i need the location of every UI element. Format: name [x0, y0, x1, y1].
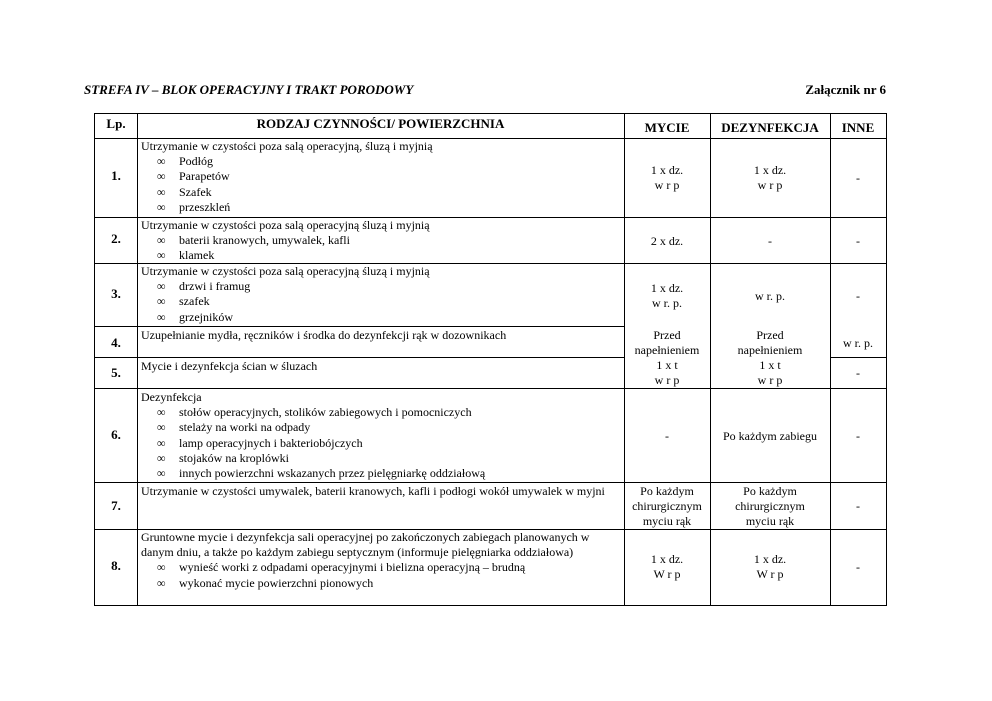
bullet-item: ∞ klamek [157, 248, 215, 263]
infinity-bullet-icon: ∞ [157, 420, 166, 435]
row-5-disinfection: 1 x t w r p [757, 358, 783, 388]
row-3-disinfection: w r. p. [755, 289, 785, 303]
activity-text: Utrzymanie w czystości poza salą operacyjną, śluzą i myjnią [141, 139, 433, 153]
row-5-lp: 5. [111, 365, 121, 380]
row-6-other: - [856, 429, 860, 443]
row-8-other: - [856, 560, 860, 574]
row-8-washing: 1 x dz. W r p [650, 552, 684, 582]
infinity-bullet-icon: ∞ [157, 450, 166, 465]
row-2-other: - [856, 234, 860, 248]
row-7-other: - [856, 499, 860, 513]
row-8-lp: 8. [111, 558, 121, 573]
row-3-washing: 1 x dz. w r. p. [650, 281, 684, 311]
infinity-bullet-icon: ∞ [157, 466, 166, 481]
infinity-bullet-icon: ∞ [157, 435, 166, 450]
row-7-washing: Po każdym chirurgicznym myciu rąk [632, 484, 702, 529]
bullet-item: ∞ grzejników [157, 309, 233, 324]
row-5-other: - [856, 366, 860, 380]
row-3-lp: 3. [111, 286, 121, 301]
bullet-item: ∞ baterii kranowych, umywalek, kafli [157, 233, 350, 248]
row-6-lp: 6. [111, 427, 121, 442]
row-4-activity [137, 328, 624, 343]
infinity-bullet-icon: ∞ [157, 294, 166, 309]
row-6-disinfection: Po każdym zabiegu [723, 429, 817, 443]
row-1-lp: 1. [111, 168, 121, 183]
row-6-washing: - [665, 429, 669, 443]
infinity-bullet-icon: ∞ [157, 199, 166, 214]
row-2-activity [137, 218, 624, 264]
infinity-bullet-icon: ∞ [157, 169, 166, 184]
bullet-item: ∞ Szafek [157, 184, 212, 199]
row-2-lp: 2. [111, 231, 121, 246]
row-4-lp: 4. [111, 335, 121, 350]
infinity-bullet-icon: ∞ [157, 233, 166, 248]
infinity-bullet-icon: ∞ [157, 560, 166, 575]
infinity-bullet-icon: ∞ [157, 248, 166, 263]
row-2-washing: 2 x dz. [650, 234, 684, 248]
row-1-other: - [856, 171, 860, 185]
activity-text: Utrzymanie w czystości umywalek, baterii kranowych, kafli i podłogi wokół umywalek w myjni [141, 484, 605, 498]
row-8-activity [137, 530, 624, 591]
activity-text: Dezynfekcja [141, 390, 202, 404]
infinity-bullet-icon: ∞ [157, 575, 166, 590]
row-4-disinfection: Przed napełnieniem [737, 328, 803, 358]
row-8-disinfection: 1 x dz. W r p [753, 552, 787, 582]
bullet-item: ∞ szafek [157, 294, 210, 309]
row-2-disinfection: - [768, 234, 772, 248]
annex-label: Załącznik nr 6 [805, 82, 886, 97]
row-1-washing: 1 x dz. w r p [650, 163, 684, 193]
row-5-activity [137, 359, 624, 374]
row-7-disinfection: Po każdym chirurgicznym myciu rąk [735, 484, 805, 529]
header-other: INNE [841, 120, 875, 135]
header-lp: Lp. [106, 116, 126, 131]
row-1-activity [137, 139, 624, 215]
infinity-bullet-icon: ∞ [157, 405, 166, 420]
row-1-disinfection: 1 x dz. w r p [753, 163, 787, 193]
bullet-item: ∞ przeszkleń [157, 199, 231, 214]
activity-text: Utrzymanie w czystości poza salą operacyjną śluzą i myjnią [141, 264, 430, 278]
bullet-item: ∞ wynieść worki z odpadami operacyjnymi i bielizna operacyjną – brudną [157, 560, 526, 575]
infinity-bullet-icon: ∞ [157, 184, 166, 199]
header-washing: MYCIE [644, 120, 690, 135]
activity-text: Utrzymanie w czystości poza salą operacyjną śluzą i myjnią [141, 218, 430, 232]
document-title: STREFA IV – BLOK OPERACYJNY I TRAKT PORODOWY [84, 82, 414, 97]
bullet-item: ∞ stojaków na kroplówki [157, 450, 289, 465]
infinity-bullet-icon: ∞ [157, 154, 166, 169]
activity-text: Mycie i dezynfekcja ścian w śluzach [141, 359, 318, 373]
row-4-washing: Przed napełnieniem [634, 328, 700, 358]
bullet-item: ∞ innych powierzchni wskazanych przez pielęgniarkę oddziałową [157, 466, 486, 481]
infinity-bullet-icon: ∞ [157, 309, 166, 324]
row-7-lp: 7. [111, 498, 121, 513]
row-6-activity [137, 390, 624, 481]
row-3-other: - [856, 289, 860, 303]
bullet-item: ∞ lamp operacyjnych i bakteriobójczych [157, 435, 363, 450]
row-5-washing: 1 x t w r p [654, 358, 680, 388]
bullet-item: ∞ wykonać mycie powierzchni pionowych [157, 575, 374, 590]
bullet-item: ∞ drzwi i framug [157, 279, 251, 294]
row-7-activity [137, 484, 624, 499]
activity-text: Gruntowne mycie i dezynfekcja sali operacyjnej po zakończonych zabiegach planowanych w danym dniu, a także po każdym zabiegu septycznym (informuje pielęgniarka oddziałowa) [141, 530, 590, 560]
bullet-item: ∞ Parapetów [157, 169, 230, 184]
row-4-other: w r. p. [843, 336, 873, 350]
bullet-item: ∞ stołów operacyjnych, stolików zabiegowych i pomocniczych [157, 405, 472, 420]
bullet-item: ∞ stelaży na worki na odpady [157, 420, 311, 435]
bullet-item: ∞ Podłóg [157, 154, 214, 169]
header-disinfection: DEZYNFEKCJA [721, 120, 819, 135]
row-3-activity [137, 264, 624, 325]
activity-text: Uzupełnianie mydła, ręczników i środka do dezynfekcji rąk w dozownikach [141, 328, 507, 342]
header-activity: RODZAJ CZYNNOŚCI/ POWIERZCHNIA [256, 116, 505, 131]
infinity-bullet-icon: ∞ [157, 279, 166, 294]
